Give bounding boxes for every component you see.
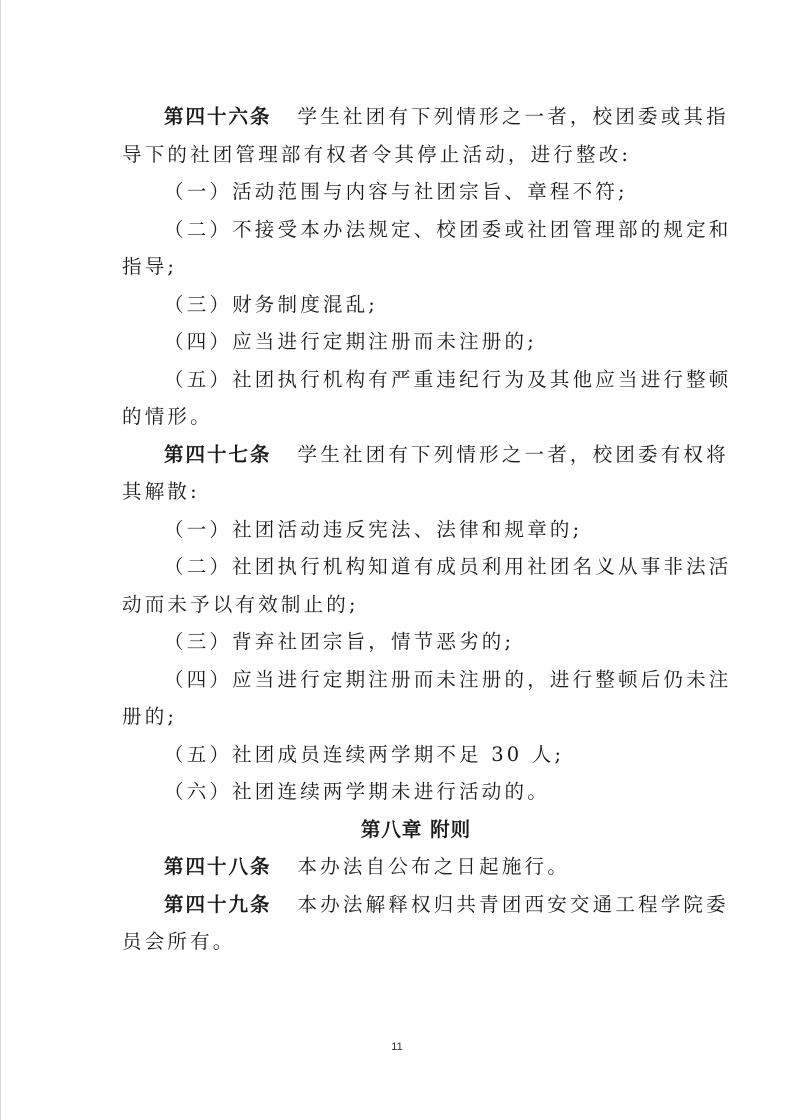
- article-47-text: 学生社团有下列情形之一者，校团委有权将: [297, 442, 729, 466]
- article-46-text: 学生社团有下列情形之一者，校团委或其指: [297, 105, 729, 128]
- article-46-item-5-continuation: 的情形。: [122, 405, 213, 428]
- article-47-continuation: 其解散:: [122, 480, 200, 503]
- article-48-text: 本办法自公布之日起施行。: [297, 855, 570, 878]
- article-47-item-6: （六）社团连续两学期未进行活动的。: [164, 780, 550, 803]
- article-48-line: [122, 848, 710, 886]
- chapter-heading: 第八章 附则: [360, 817, 472, 841]
- page-number: 11: [391, 1041, 403, 1053]
- article-46-continuation: 导下的社团管理部有权者令其停止活动，进行整改:: [122, 142, 632, 166]
- article-47-item-5: （五）社团成员连续两学期不足 30 人;: [164, 742, 565, 766]
- article-49-line: [122, 886, 729, 924]
- article-46-item-2-continuation: 指导;: [122, 255, 178, 278]
- article-46-heading: 第四十六条: [164, 105, 272, 128]
- article-48-heading: 第四十八条: [164, 855, 272, 878]
- article-47-line: [122, 436, 729, 474]
- article-46-item-5: （五）社团执行机构有严重违纪行为及其他应当进行整顿: [164, 367, 732, 391]
- article-47-item-4-continuation: 册的;: [122, 705, 178, 728]
- article-49-heading: 第四十九条: [164, 892, 272, 916]
- article-47-item-3: （三）背弃社团宗旨，情节恶劣的;: [164, 630, 515, 653]
- article-49-continuation: 员会所有。: [122, 930, 236, 953]
- article-47-item-2-continuation: 动而未予以有效制止的;: [122, 592, 359, 616]
- article-46-line: [122, 98, 729, 136]
- article-49-text: 本办法解释权归共青团西安交通工程学院委: [297, 892, 729, 916]
- article-47-item-4: （四）应当进行定期注册而未注册的，进行整顿后仍未注: [164, 667, 732, 691]
- article-47-heading: 第四十七条: [164, 442, 272, 466]
- article-46-item-2: （二）不接受本办法规定、校团委或社团管理部的规定和: [164, 217, 732, 241]
- article-47-item-1: （一）社团活动违反宪法、法律和规章的;: [164, 517, 583, 541]
- article-46-item-1: （一）活动范围与内容与社团宗旨、章程不符;: [164, 180, 628, 203]
- page-edge: [0, 0, 1, 1120]
- article-47-item-2: （二）社团执行机构知道有成员利用社团名义从事非法活: [164, 555, 732, 578]
- article-46-item-3: （三）财务制度混乱;: [164, 292, 379, 316]
- document-body: [122, 98, 732, 961]
- article-46-item-4: （四）应当进行定期注册而未注册的;: [164, 330, 537, 353]
